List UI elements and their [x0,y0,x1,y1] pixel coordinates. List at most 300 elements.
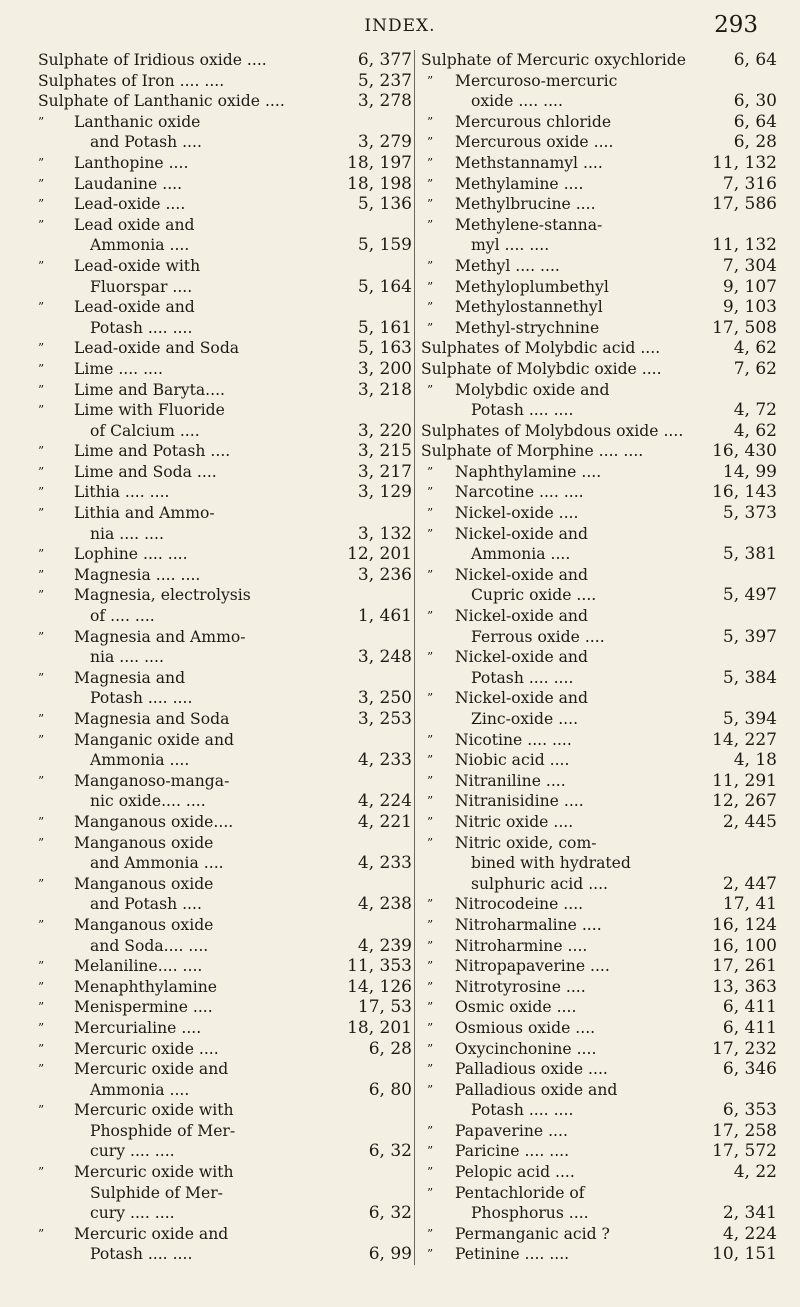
entry-text: oxide .... .... [471,92,563,111]
index-entry [38,730,412,751]
ditto-mark: ” [427,464,434,479]
entry-text: Phosphorus .... [471,1204,589,1223]
volume-page-ref: 4, 22 [733,1162,777,1183]
entry-text: sulphuric acid .... [471,874,609,893]
ditto-mark: ” [427,691,434,706]
index-entry [38,709,412,730]
volume-page-ref: 5, 237 [357,70,412,91]
index-entry [421,318,777,339]
entry-text: Nicotine .... .... [455,730,572,749]
index-entry [38,565,412,586]
entry-text: nia .... .... [90,524,164,543]
entry-text: Sulphate of Molybdic oxide .... [421,359,662,378]
volume-page-ref: 5, 384 [722,667,777,688]
entry-text: Lime with Fluoride [74,401,225,420]
entry-text: Osmic oxide .... [455,998,577,1017]
entry-text: Sulphide of Mer- [90,1183,223,1202]
index-entry [421,91,777,112]
entry-text: of Calcium .... [90,421,200,440]
entry-text: Potash .... .... [471,668,574,687]
ditto-mark: ” [38,876,45,891]
volume-page-ref: 18, 201 [347,1017,412,1038]
index-entry [421,462,777,483]
ditto-mark: ” [427,1144,434,1159]
ditto-mark: ” [38,629,45,644]
index-entry [38,318,412,339]
index-entry [421,627,777,648]
entry-text: Potash .... .... [471,401,574,420]
index-entry [38,894,412,915]
volume-page-ref: 9, 107 [722,276,777,297]
volume-page-ref: 6, 64 [733,111,777,132]
index-entry [421,791,777,812]
entry-text: Methylene-stanna- [455,215,603,234]
volume-page-ref: 7, 316 [722,173,777,194]
index-entry [38,1039,412,1060]
entry-text: Magnesia and Soda [74,710,230,728]
index-entry [421,277,777,298]
entry-text: Nickel-oxide and [455,689,588,708]
index-entry [38,750,412,771]
volume-page-ref: 17, 41 [722,894,777,915]
volume-page-ref: 3, 217 [357,461,412,482]
entry-text: Melaniline.... .... [74,957,203,976]
index-entry [38,833,412,854]
volume-page-ref: 6, 32 [368,1141,412,1162]
volume-page-ref: 6, 377 [357,50,412,70]
ditto-mark: ” [427,773,434,788]
index-entry [38,215,412,236]
volume-page-ref: 17, 586 [712,194,777,215]
entry-text: Paricine .... .... [455,1142,570,1161]
index-entry [38,606,412,627]
index-entry [38,1244,412,1265]
index-entry [421,380,777,401]
ditto-mark: ” [38,217,45,232]
ditto-mark: ” [38,464,45,479]
entry-text: Manganic oxide and [74,730,234,749]
volume-page-ref: 13, 363 [712,976,777,997]
index-entry [38,1059,412,1080]
entry-text: Lime and Baryta.... [74,380,226,399]
entry-text: Lime and Potash .... [74,442,231,461]
index-entry [38,544,412,565]
entry-text: Manganous oxide.... [74,812,234,831]
ditto-mark: ” [38,258,45,273]
ditto-mark: ” [427,135,434,150]
entry-text: and Potash .... [90,133,202,152]
ditto-mark: ” [38,1062,45,1077]
index-entry [421,812,777,833]
index-entry [38,235,412,256]
ditto-mark: ” [427,1062,434,1077]
ditto-mark: ” [427,959,434,974]
ditto-mark: ” [427,1226,434,1241]
volume-page-ref: 4, 238 [357,894,412,915]
entry-text: Methylostannethyl [455,298,603,317]
volume-page-ref: 3, 250 [357,688,412,709]
volume-page-ref: 4, 233 [357,853,412,874]
volume-page-ref: 2, 341 [722,1203,777,1224]
index-entry [421,359,777,380]
entry-text: Lanthanic oxide [74,112,201,131]
index-entry [421,688,777,709]
entry-text: Magnesia and Ammo- [74,627,246,646]
ditto-mark: ” [427,1020,434,1035]
index-entry [421,956,777,977]
ditto-mark: ” [38,773,45,788]
index-entry [38,462,412,483]
index-entry [38,688,412,709]
volume-page-ref: 6, 32 [368,1203,412,1224]
ditto-mark: ” [38,506,45,521]
ditto-mark: ” [38,382,45,397]
index-entry [421,894,777,915]
index-entry [38,194,412,215]
entry-text: Mercuric oxide and [74,1224,229,1243]
entry-text: Manganous oxide [74,833,214,852]
entry-text: Mercurous oxide .... [455,133,614,152]
volume-page-ref: 10, 151 [712,1244,777,1265]
page-header [0,12,800,42]
entry-text: Sulphate of Lanthanic oxide .... [38,92,285,111]
index-entry [38,112,412,133]
volume-page-ref: 14, 227 [712,729,777,750]
ditto-mark: ” [38,300,45,315]
entry-text: Ammonia .... [471,545,571,564]
ditto-mark: ” [38,1020,45,1035]
volume-page-ref: 17, 572 [712,1141,777,1162]
volume-page-ref: 9, 103 [722,297,777,318]
entry-text: Manganous oxide [74,874,214,893]
ditto-mark: ” [38,732,45,747]
entry-text: Narcotine .... .... [455,483,584,502]
ditto-mark: ” [427,1123,434,1138]
ditto-mark: ” [38,567,45,582]
index-entry [421,565,777,586]
ditto-mark: ” [427,917,434,932]
volume-page-ref: 3, 129 [357,482,412,503]
volume-page-ref: 4, 72 [733,400,777,421]
entry-text: Lead-oxide with [74,256,201,275]
ditto-mark: ” [427,279,434,294]
ditto-mark: ” [38,588,45,603]
index-entry [421,853,777,874]
index-entry [38,853,412,874]
entry-text: Lead-oxide and Soda [74,339,240,358]
entry-text: Papaverine .... [455,1121,568,1140]
index-entry [38,1203,412,1224]
ditto-mark: ” [38,1226,45,1241]
volume-page-ref: 6, 30 [733,91,777,112]
index-entry [38,277,412,298]
index-entry [38,297,412,318]
index-entry [38,874,412,895]
volume-page-ref: 3, 278 [357,91,412,112]
index-entry [38,771,412,792]
entry-text: Lead-oxide .... [74,195,186,214]
volume-page-ref: 4, 233 [357,750,412,771]
entry-text: Nickel-oxide and [455,565,588,584]
volume-page-ref: 11, 132 [712,235,777,256]
volume-page-ref: 3, 215 [357,441,412,462]
volume-page-ref: 4, 62 [733,420,777,441]
volume-page-ref: 16, 100 [712,935,777,956]
entry-text: and Ammonia .... [90,854,224,873]
index-entry [38,524,412,545]
entry-text: Osmious oxide .... [455,1018,596,1037]
volume-page-ref: 6, 99 [368,1244,412,1265]
entry-text: Nitric oxide, com- [455,833,597,852]
page-number: 293 [714,12,758,38]
ditto-mark: ” [427,897,434,912]
entry-text: Methstannamyl .... [455,153,603,172]
index-entry [421,1203,777,1224]
entry-text: Sulphates of Iron .... .... [38,71,225,90]
entry-text: Lime and Soda .... [74,462,217,481]
ditto-mark: ” [427,814,434,829]
entry-text: Nickel-oxide .... [455,504,579,523]
volume-page-ref: 7, 62 [733,358,777,379]
volume-page-ref: 3, 132 [357,523,412,544]
index-entry [421,1224,777,1245]
entry-text: Manganoso-manga- [74,771,230,790]
entry-text: myl .... .... [471,236,550,255]
entry-text: cury .... .... [90,1142,175,1161]
volume-page-ref: 16, 143 [712,482,777,503]
index-entry [421,112,777,133]
index-entry [421,1039,777,1060]
index-entry [38,338,412,359]
index-entry [421,709,777,730]
ditto-mark: ” [427,609,434,624]
ditto-mark: ” [427,73,434,88]
ditto-mark: ” [427,732,434,747]
ditto-mark: ” [38,917,45,932]
volume-page-ref: 4, 224 [722,1223,777,1244]
index-entry [38,1224,412,1245]
entry-text: Nitrotyrosine .... [455,977,586,996]
entry-text: Nickel-oxide and [455,648,588,667]
volume-page-ref: 5, 161 [357,317,412,338]
entry-text: cury .... .... [90,1204,175,1223]
entry-text: Nickel-oxide and [455,524,588,543]
volume-page-ref: 12, 267 [712,791,777,812]
ditto-mark: ” [427,300,434,315]
index-entry [38,1121,412,1142]
entry-text: Naphthylamine .... [455,462,602,481]
ditto-mark: ” [427,650,434,665]
index-entry [421,194,777,215]
index-entry [421,977,777,998]
ditto-mark: ” [427,1041,434,1056]
index-entry [421,297,777,318]
entry-text: Lanthopine .... [74,153,189,172]
index-entry [421,421,777,442]
ditto-mark: ” [38,1165,45,1180]
ditto-mark: ” [38,341,45,356]
volume-page-ref: 4, 224 [357,791,412,812]
entry-text: nic oxide.... .... [90,792,206,811]
volume-page-ref: 5, 373 [722,503,777,524]
ditto-mark: ” [38,835,45,850]
entry-text: Mercuric oxide and [74,1060,229,1079]
entry-text: and Soda.... .... [90,936,209,955]
entry-text: Magnesia .... .... [74,565,201,584]
index-entry [38,812,412,833]
index-entry [421,441,777,462]
volume-page-ref: 11, 353 [347,956,412,977]
entry-text: Lime .... .... [74,359,163,378]
volume-page-ref: 17, 258 [712,1120,777,1141]
ditto-mark: ” [38,403,45,418]
volume-page-ref: 4, 239 [357,935,412,956]
index-entry [421,668,777,689]
entry-text: Lithia and Ammo- [74,504,215,523]
index-entry [421,874,777,895]
volume-page-ref: 16, 430 [712,441,777,462]
entry-text: Ammonia .... [90,236,190,255]
entry-text: Manganous oxide [74,915,214,934]
entry-text: Methyloplumbethyl [455,277,609,296]
index-entry [421,132,777,153]
entry-text: of .... .... [90,607,155,626]
entry-text: Zinc-oxide .... [471,710,579,728]
index-entry [421,647,777,668]
entry-text: Molybdic oxide and [455,380,610,399]
index-entry [38,791,412,812]
volume-page-ref: 12, 201 [347,544,412,565]
index-entry [421,524,777,545]
ditto-mark: ” [427,1082,434,1097]
index-entry [38,91,412,112]
entry-text: Lead oxide and [74,215,195,234]
entry-text: Nitranisidine .... [455,792,584,811]
index-entry [421,544,777,565]
volume-page-ref: 6, 411 [722,1017,777,1038]
ditto-mark: ” [427,979,434,994]
volume-page-ref: 18, 197 [347,152,412,173]
volume-page-ref: 3, 248 [357,647,412,668]
entry-text: Phosphide of Mer- [90,1121,236,1140]
index-entry [38,997,412,1018]
index-entry [421,915,777,936]
entry-text: Palladious oxide and [455,1080,618,1099]
ditto-mark: ” [427,320,434,335]
entry-text: Menaphthylamine [74,977,218,996]
index-entry [421,1141,777,1162]
entry-text: Mercuric oxide with [74,1163,234,1182]
ditto-mark: ” [427,114,434,129]
entry-text: Mercuric oxide with [74,1101,234,1120]
entry-text: Lead-oxide and [74,298,195,317]
index-entry [421,153,777,174]
volume-page-ref: 5, 397 [722,626,777,647]
volume-page-ref: 5, 164 [357,276,412,297]
index-entry [421,771,777,792]
entry-text: Ferrous oxide .... [471,627,605,646]
entry-text: Pentachloride of [455,1183,585,1202]
index-entry [421,1059,777,1080]
entry-text: Potash .... .... [90,318,193,337]
volume-page-ref: 7, 304 [722,255,777,276]
entry-text: Mercuric oxide .... [74,1039,219,1058]
entry-text: Sulphates of Molybdous oxide .... [421,421,684,440]
volume-page-ref: 6, 28 [368,1038,412,1059]
ditto-mark: ” [38,361,45,376]
entry-text: Methylbrucine .... [455,195,596,214]
entry-text: Methyl .... .... [455,256,560,275]
ditto-mark: ” [427,1185,434,1200]
index-entry [38,915,412,936]
ditto-mark: ” [427,835,434,850]
entry-text: Magnesia, electrolysis [74,586,251,605]
ditto-mark: ” [427,506,434,521]
volume-page-ref: 1, 461 [357,606,412,627]
entry-text: Nickel-oxide and [455,607,588,626]
index-entry [421,1183,777,1204]
running-title: INDEX. [364,16,436,36]
index-entry [38,936,412,957]
volume-page-ref: 4, 18 [733,750,777,771]
index-entry [38,1100,412,1121]
index-entry [421,503,777,524]
ditto-mark: ” [427,1247,434,1262]
volume-page-ref: 3, 200 [357,358,412,379]
volume-page-ref: 4, 62 [733,338,777,359]
index-entry [38,400,412,421]
entry-text: Lithia .... .... [74,483,170,502]
volume-page-ref: 11, 132 [712,152,777,173]
entry-text: and Potash .... [90,895,202,914]
index-entry [38,1183,412,1204]
volume-page-ref: 6, 411 [722,997,777,1018]
ditto-mark: ” [427,485,434,500]
volume-page-ref: 2, 447 [722,873,777,894]
entry-text: Mercurialine .... [74,1018,202,1037]
ditto-mark: ” [427,526,434,541]
entry-text: Mercurous chloride [455,112,612,131]
entry-text: Mercuroso-mercuric [455,71,618,90]
index-entry [421,1080,777,1101]
index-entry [421,174,777,195]
volume-page-ref: 17, 508 [712,317,777,338]
index-entry [421,1244,777,1265]
entry-text: Nitropapaverine .... [455,957,610,976]
volume-page-ref: 5, 163 [357,338,412,359]
entry-text: Ammonia .... [90,1080,190,1099]
index-entry [38,174,412,195]
index-entry [38,71,412,92]
volume-page-ref: 6, 28 [733,132,777,153]
ditto-mark: ” [427,938,434,953]
ditto-mark: ” [427,567,434,582]
entry-text: Nitroharmaline .... [455,915,602,934]
index-entry [38,482,412,503]
index-entry [38,153,412,174]
ditto-mark: ” [38,814,45,829]
ditto-mark: ” [38,114,45,129]
volume-page-ref: 3, 279 [357,132,412,153]
index-entry [421,1100,777,1121]
volume-page-ref: 5, 136 [357,194,412,215]
entry-text: Potash .... .... [90,689,193,708]
ditto-mark: ” [38,712,45,726]
volume-page-ref: 5, 381 [722,544,777,565]
volume-page-ref: 3, 220 [357,420,412,441]
index-entry [421,71,777,92]
index-entry [38,585,412,606]
